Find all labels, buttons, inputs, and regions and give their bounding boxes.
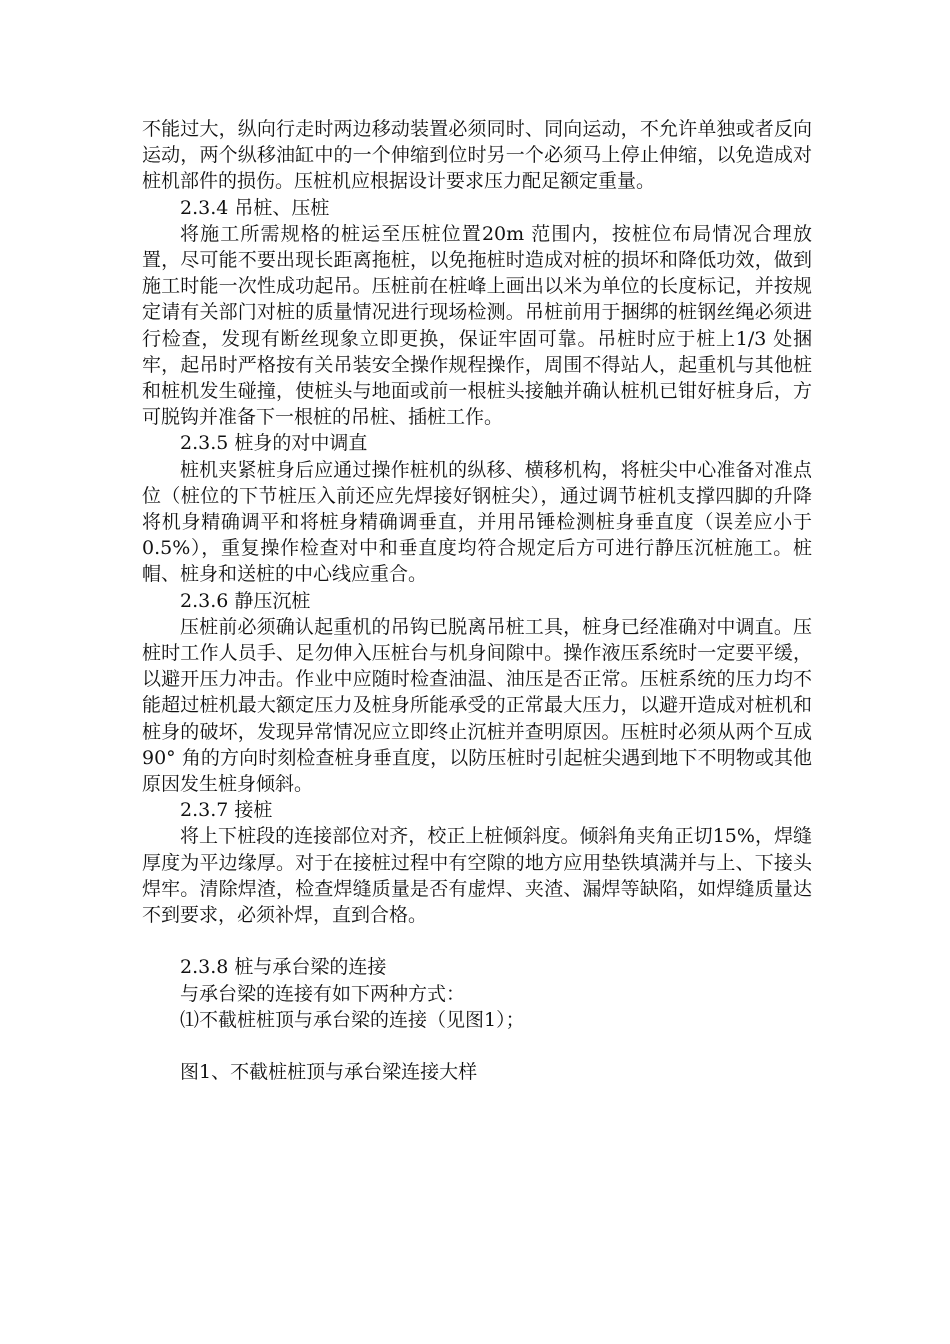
section-heading-2-3-5: 2.3.5 桩身的对中调直: [180, 432, 368, 455]
document-body: [142, 116, 812, 1085]
paragraph-lifting-piles: 将施工所需规格的桩运至压桩位置20m 范围内，按桩位布局情况合理放置，尽可能不要出现长距离拖桩，以免拖桩时造成对桩的损坏和降低功效，做到施工时能一次性成功起吊。压桩前在桩峰上画出以米为单位的长度标记，并按规定请有关部门对桩的质量情况进行现场检测。吊桩前用于捆绑的桩钢丝绳必须进行检查，发现有断丝现象立即更换，保证牢固可靠。吊桩时应于桩上1/3 处捆牢，起吊时严格按有关吊装安全操作规程操作，周围不得站人，起重机与其他桩和桩机发生碰撞，使桩头与地面或前一根桩头接触并确认桩机已钳好桩身后，方可脱钩并准备下一根桩的吊桩、插桩工作。: [142, 222, 812, 429]
paragraph-connection-methods: 与承台梁的连接有如下两种方式：: [180, 982, 466, 1005]
paragraph-static-pressure-sinking: 压桩前必须确认起重机的吊钩已脱离吊桩工具，桩身已经准确对中调直。压桩时工作人员手、足勿伸入压桩台与机身间隙中。操作液压系统时一定要平缓，以避开压力冲击。作业中应随时检查油温、油压是否正常。压桩系统的压力均不能超过桩机最大额定压力及桩身所能承受的正常最大压力，以避开造成对桩机和桩身的破坏，发现异常情况应立即终止沉桩并查明原因。压桩时必须从两个互成90° 角的方向时刻检查桩身垂直度，以防压桩时引起桩尖遇到地下不明物或其他原因发生桩身倾斜。: [142, 615, 812, 796]
paragraph-centering-alignment: 桩机夹紧桩身后应通过操作桩机的纵移、横移机构，将桩尖中心准备对准点位（桩位的下节桩压入前还应先焊接好钢桩尖），通过调节桩机支撑四脚的升降将机身精确调平和将桩身精确调垂直，并用吊锤检测桩身垂直度（误差应小于0.5%），重复操作检查对中和垂直度均符合规定后方可进行静压沉桩施工。桩帽、桩身和送桩的中心线应重合。: [142, 458, 812, 586]
paragraph-continuation: 不能过大，纵向行走时两边移动装置必须同时、同向运动，不允许单独或者反向运动，两个纵移油缸中的一个伸缩到位时另一个必须马上停止伸缩，以免造成对桩机部件的损伤。压桩机应根据设计要求压力配足额定重量。: [142, 118, 812, 193]
section-heading-2-3-4: 2.3.4 吊桩、压桩: [180, 196, 330, 219]
section-heading-2-3-6: 2.3.6 静压沉桩: [180, 589, 311, 612]
paragraph-method-1: ⑴不截桩桩顶与承台梁的连接（见图1）；: [180, 1008, 525, 1031]
paragraph-pile-splicing: 将上下桩段的连接部位对齐，校正上桩倾斜度。倾斜角夹角正切15%，焊缝厚度为平边缘厚。对于在接桩过程中有空隙的地方应用垫铁填满并与上、下接头焊牢。清除焊渣，检查焊缝质量是否有虚焊、夹渣、漏焊等缺陷，如焊缝质量达不到要求，必须补焊，直到合格。: [142, 825, 812, 927]
figure-caption-1: 图1、不截桩桩顶与承台梁连接大样: [180, 1060, 478, 1083]
section-heading-2-3-8: 2.3.8 桩与承台梁的连接: [180, 956, 387, 979]
blank-line: [142, 1033, 812, 1059]
blank-line: [142, 928, 812, 954]
section-heading-2-3-7: 2.3.7 接桩: [180, 799, 273, 822]
